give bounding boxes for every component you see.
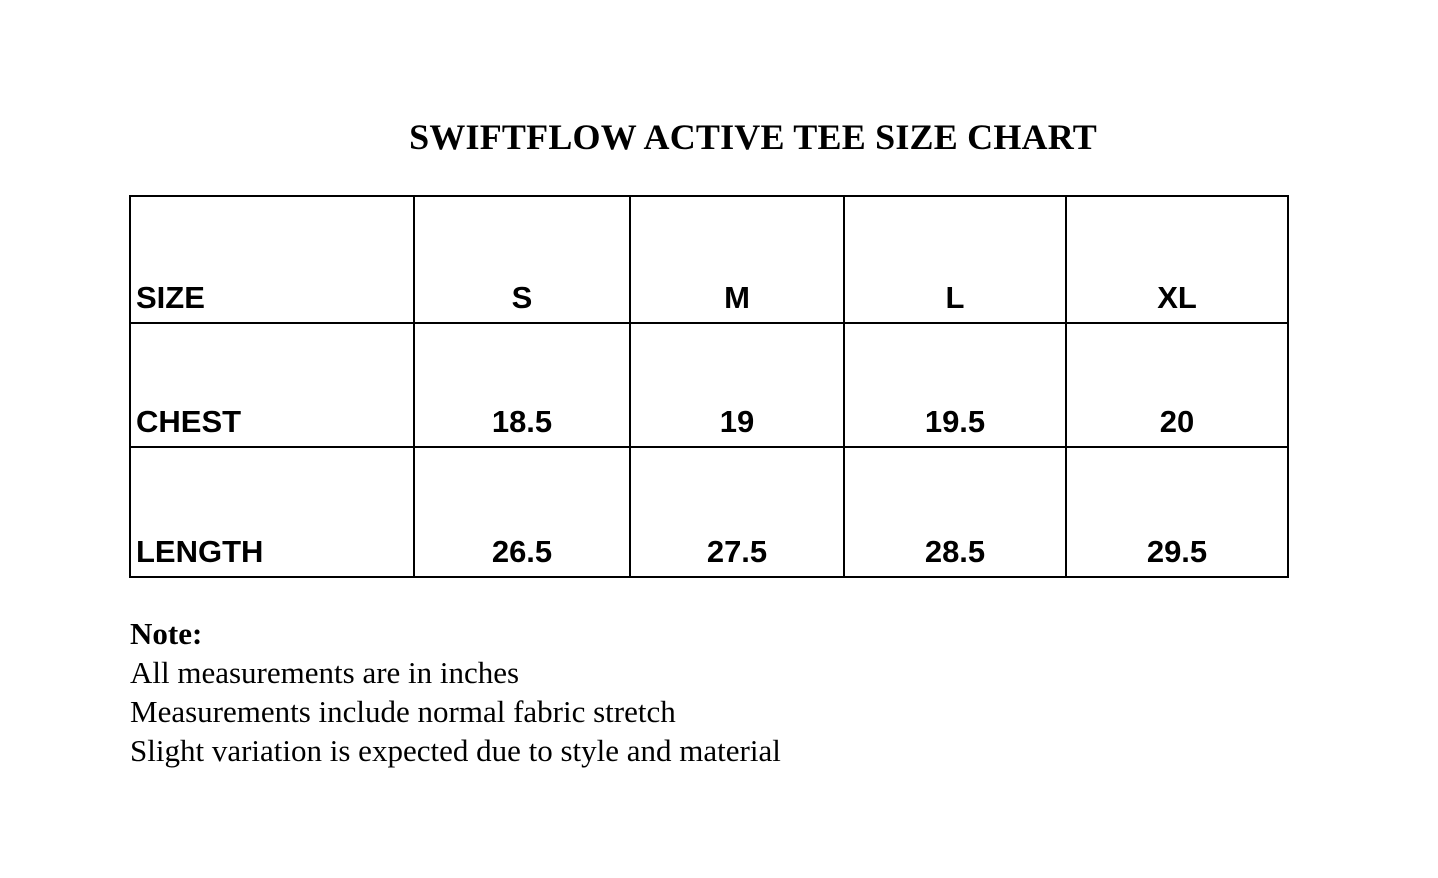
length-value-l: 28.5 (844, 447, 1066, 577)
length-row-label: LENGTH (130, 447, 414, 577)
table-header-row (130, 196, 1288, 323)
note-heading: Note: (130, 616, 203, 651)
table-row-chest (130, 323, 1288, 447)
size-chart-table (129, 195, 1289, 578)
chest-value-s: 18.5 (414, 323, 630, 447)
chest-value-xl: 20 (1066, 323, 1288, 447)
notes-section (130, 614, 781, 770)
size-header-l: L (844, 196, 1066, 323)
size-header-label: SIZE (130, 196, 414, 323)
note-line-1: All measurements are in inches (130, 655, 520, 690)
size-header-xl: XL (1066, 196, 1288, 323)
size-header-s: S (414, 196, 630, 323)
chest-row-label: CHEST (130, 323, 414, 447)
length-value-s: 26.5 (414, 447, 630, 577)
note-line-3: Slight variation is expected due to style and material (130, 733, 781, 768)
table-row-length (130, 447, 1288, 577)
chest-value-l: 19.5 (844, 323, 1066, 447)
page-title: SWIFTFLOW ACTIVE TEE SIZE CHART (409, 117, 1097, 157)
note-line-2: Measurements include normal fabric stretch (130, 694, 676, 729)
size-header-m: M (630, 196, 844, 323)
chest-value-m: 19 (630, 323, 844, 447)
length-value-m: 27.5 (630, 447, 844, 577)
length-value-xl: 29.5 (1066, 447, 1288, 577)
